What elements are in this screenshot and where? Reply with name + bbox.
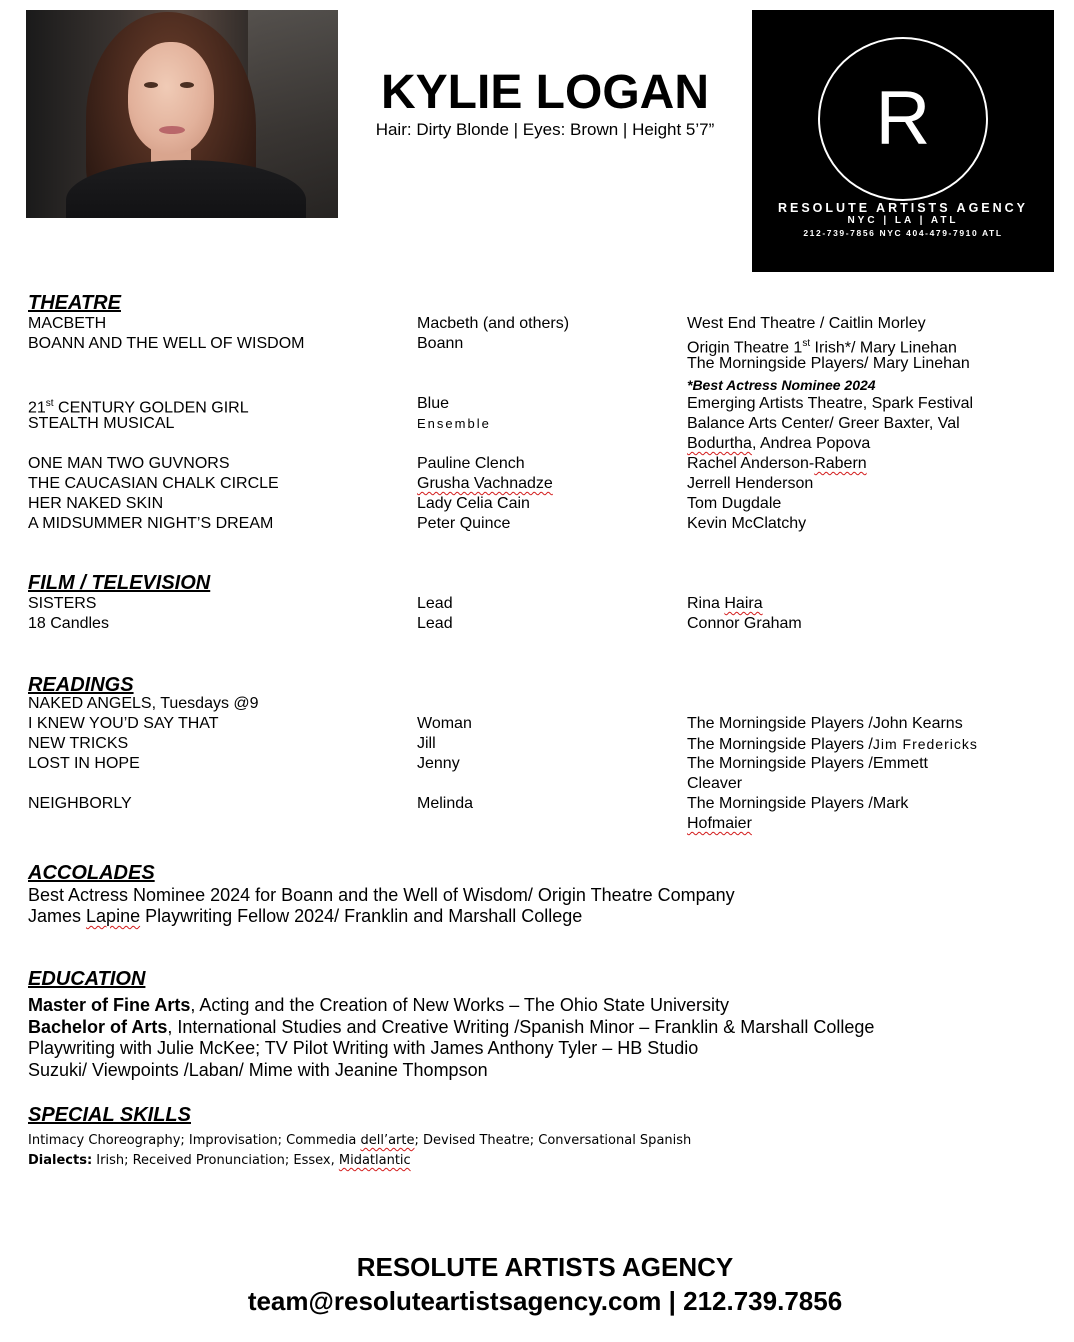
section-title-film: FILM / TELEVISION bbox=[28, 572, 211, 594]
section-title-theatre: THEATRE bbox=[28, 292, 121, 314]
credit-company: Connor Graham bbox=[687, 615, 802, 632]
credit-role: Jenny bbox=[417, 755, 460, 772]
credit-show: SISTERS bbox=[28, 595, 97, 612]
credit-role: Blue bbox=[417, 395, 450, 412]
photo-face bbox=[128, 42, 214, 154]
credit-role: Jill bbox=[417, 735, 436, 752]
credit-role: Macbeth (and others) bbox=[417, 315, 570, 332]
credit-role: Ensemble bbox=[417, 416, 491, 431]
credit-show: LOST IN HOPE bbox=[28, 755, 140, 772]
credit-company: Origin Theatre 1st Irish*/ Mary Linehan bbox=[687, 338, 957, 357]
education-line: Bachelor of Arts, International Studies and Creative Writing /Spanish Minor – Franklin & Marshall College bbox=[28, 1017, 875, 1037]
credit-company: Rachel Anderson-Rabern bbox=[687, 455, 867, 472]
education-line: Master of Fine Arts, Acting and the Creation of New Works – The Ohio State University bbox=[28, 995, 729, 1015]
credit-note: *Best Actress Nominee 2024 bbox=[687, 377, 876, 393]
logo-phones: 212-739-7856 NYC 404-479-7910 ATL bbox=[803, 228, 1003, 238]
credit-show: A MIDSUMMER NIGHT’S DREAM bbox=[28, 515, 274, 532]
credit-show: 18 Candles bbox=[28, 615, 109, 632]
credit-role: Melinda bbox=[417, 795, 474, 812]
credit-role: Pauline Clench bbox=[417, 455, 525, 472]
agency-logo bbox=[752, 10, 1054, 272]
section-title-skills: SPECIAL SKILLS bbox=[28, 1104, 191, 1126]
credit-show: NAKED ANGELS, Tuesdays @9 bbox=[28, 695, 259, 712]
credit-company-line2: Bodurtha, Andrea Popova bbox=[687, 435, 871, 452]
credit-show: STEALTH MUSICAL bbox=[28, 415, 175, 432]
credit-role: Lead bbox=[417, 595, 453, 612]
dialects-line: Dialects: Irish; Received Pronunciation; Essex, Midatlantic bbox=[28, 1153, 411, 1168]
credit-company: Balance Arts Center/ Greer Baxter, Val bbox=[687, 415, 960, 432]
credit-show: 21st CENTURY GOLDEN GIRL bbox=[28, 398, 249, 417]
credit-show: NEW TRICKS bbox=[28, 735, 129, 752]
credit-show: NEIGHBORLY bbox=[28, 795, 132, 812]
photo-eye-right bbox=[180, 82, 194, 88]
photo-lips bbox=[159, 126, 185, 134]
logo-letter: R bbox=[875, 76, 931, 161]
logo-cities: NYC | LA | ATL bbox=[847, 215, 959, 226]
credit-show: ONE MAN TWO GUVNORS bbox=[28, 455, 230, 472]
credit-role: Grusha Vachnadze bbox=[417, 475, 553, 492]
credit-company: Jerrell Henderson bbox=[687, 475, 814, 492]
credit-show: HER NAKED SKIN bbox=[28, 495, 164, 512]
credit-company: Emerging Artists Theatre, Spark Festival bbox=[687, 395, 974, 412]
logo-agency-name: RESOLUTE ARTISTS AGENCY bbox=[777, 201, 1029, 215]
credit-show: THE CAUCASIAN CHALK CIRCLE bbox=[28, 475, 279, 492]
credit-show: MACBETH bbox=[28, 315, 107, 332]
footer-contact: team@resoluteartistsagency.com | 212.739.7856 bbox=[247, 1286, 843, 1316]
credit-company: West End Theatre / Caitlin Morley bbox=[687, 315, 926, 332]
headshot-photo bbox=[26, 10, 338, 218]
credit-company: Tom Dugdale bbox=[687, 495, 782, 512]
credit-company: The Morningside Players /Emmett bbox=[687, 755, 928, 772]
section-title-accolades: ACCOLADES bbox=[28, 862, 155, 884]
credit-show: BOANN AND THE WELL OF WISDOM bbox=[28, 335, 305, 352]
actor-stats: Hair: Dirty Blonde | Eyes: Brown | Height 5’7” bbox=[375, 120, 715, 139]
accolade-line: James Lapine Playwriting Fellow 2024/ Franklin and Marshall College bbox=[28, 906, 583, 926]
credit-show: I KNEW YOU’D SAY THAT bbox=[28, 715, 219, 732]
credit-company: Rina Haira bbox=[687, 595, 763, 612]
actor-name: KYLIE LOGAN bbox=[380, 66, 709, 119]
credit-role: Lady Celia Cain bbox=[417, 495, 530, 512]
credit-company-line2: Hofmaier bbox=[687, 815, 752, 832]
credit-company: Kevin McClatchy bbox=[687, 515, 807, 532]
footer-agency-name: RESOLUTE ARTISTS AGENCY bbox=[356, 1252, 734, 1282]
skills-line: Intimacy Choreography; Improvisation; Commedia dell’arte; Devised Theatre; Conversational Spanish bbox=[28, 1133, 692, 1148]
photo-eye-left bbox=[144, 82, 158, 88]
credit-company-line2: Cleaver bbox=[687, 775, 743, 792]
education-line: Playwriting with Julie McKee; TV Pilot Writing with James Anthony Tyler – HB Studio bbox=[28, 1038, 699, 1058]
credit-role: Boann bbox=[417, 335, 464, 352]
credit-company: The Morningside Players /Mark bbox=[687, 795, 909, 812]
credit-company: The Morningside Players /John Kearns bbox=[687, 715, 963, 732]
credit-role: Peter Quince bbox=[417, 515, 511, 532]
accolade-line: Best Actress Nominee 2024 for Boann and the Well of Wisdom/ Origin Theatre Company bbox=[28, 885, 735, 905]
credit-company: The Morningside Players /Jim Fredericks bbox=[687, 736, 978, 753]
credit-company-line2: The Morningside Players/ Mary Linehan bbox=[687, 355, 970, 372]
education-line: Suzuki/ Viewpoints /Laban/ Mime with Jeanine Thompson bbox=[28, 1060, 488, 1080]
credit-role: Lead bbox=[417, 615, 453, 632]
section-title-readings: READINGS bbox=[28, 674, 134, 696]
section-title-education: EDUCATION bbox=[28, 968, 146, 990]
credit-role: Woman bbox=[417, 715, 472, 732]
